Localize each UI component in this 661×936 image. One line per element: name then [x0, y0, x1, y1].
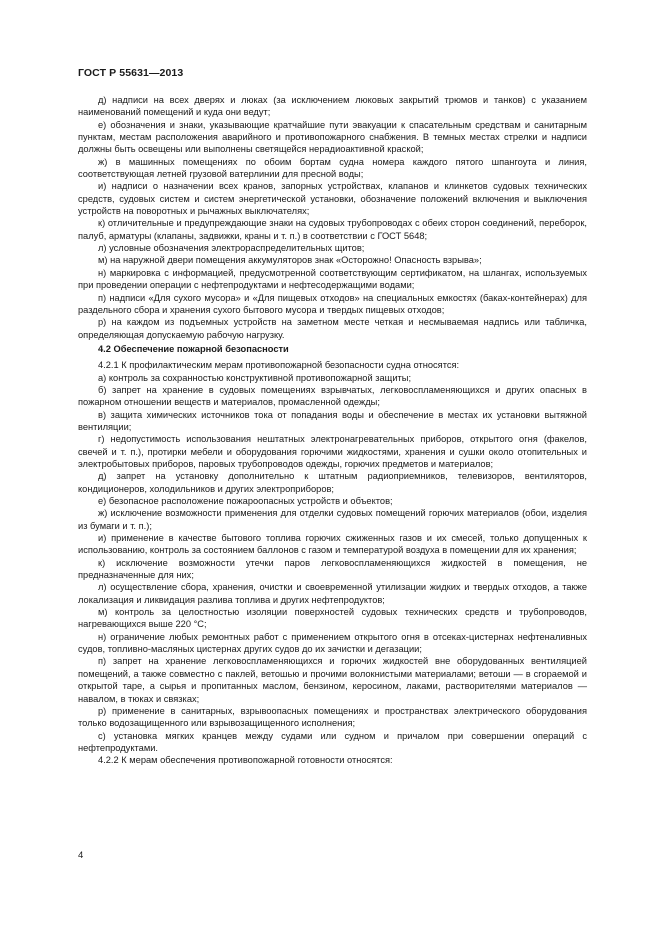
- paragraph-k: к) отличительные и предупреждающие знаки на судовых трубопроводах с обеих сторон соединений, переборок, палуб, арматуры (клапаны, задвижки, краны и т. п.) в соответствии с ГОСТ 5648;: [78, 218, 587, 241]
- item-a: а) контроль за сохранностью конструктивной противопожарной защиты;: [98, 372, 412, 383]
- paragraph-e: е) обозначения и знаки, указывающие кратчайшие пути эвакуации к спасательным средствам и санитарным пунктам, местам расположения аварийного и противопожарного снабжения. В темных местах стрелки и надписи должны быть освещены или выполнены светящейся нерадиоактивной краской;: [78, 119, 587, 155]
- item-d: д) запрет на установку дополнительно к штатным радиоприемников, телевизоров, вентиляторов, кондиционеров, холодильников и других электроприборов;: [78, 471, 587, 494]
- clause-4-2-1: 4.2.1 К профилактическим мерам противопожарной безопасности судна относятся:: [98, 360, 460, 371]
- item-e: е) безопасное расположение пожароопасных устройств и объектов;: [98, 496, 393, 506]
- item-zh: ж) исключение возможности применения для отделки судовых помещений горючих материалов (обои, изделия из бумаги и т. п.);: [78, 508, 587, 531]
- paragraph-m: м) на наружной двери помещения аккумуляторов знак «Осторожно! Опасность взрыва»;: [98, 255, 482, 266]
- paragraph-i: и) надписи о назначении всех кранов, запорных устройствах, клапанов и клинкетов судовых технических средств, судовых систем и систем энергетической установки, обозначение положений включения и выключения устройств на поворотных и рычажных выключателях;: [78, 181, 587, 217]
- item-r: р) применение в санитарных, взрывоопасных помещениях и пространствах электрического оборудования только водозащищенного или взрывозащищенного исполнения;: [78, 705, 587, 729]
- paragraph-p: п) надписи «Для сухого мусора» и «Для пищевых отходов» на специальных емкостях (баках-контейнерах) для раздельного сбора и хранения сухого бытового мусора и твердых пищевых отходов;: [78, 292, 587, 315]
- item-k: к) исключение возможности утечки паров легковоспламеняющихся жидкостей в помещения, не предназначенные для них;: [78, 557, 587, 581]
- item-m: м) контроль за целостностью изоляции поверхностей судовых технических средств и трубопроводов, нагревающихся выше 220 °С;: [78, 607, 587, 630]
- paragraph-r: р) на каждом из подъемных устройств на заметном месте четкая и несмываемая надпись или табличка, определяющая допускаемую рабочую нагрузку.: [78, 317, 587, 340]
- item-l: л) осуществление сбора, хранения, очистки и своевременной утилизации жидких и твердых отходов, а также локализация и ликвидация разлива топлива и других нефтепродуктов;: [78, 582, 587, 605]
- paragraph-zh: ж) в машинных помещениях по обоим бортам судна номера каждого пятого шпангоута и линия, соответствующая летней грузовой ватерлинии для пресной воды;: [78, 156, 587, 180]
- item-n: н) ограничение любых ремонтных работ с применением открытого огня в отсеках-цистернах нефтеналивных судов, топливно-масляных цистернах других судов до их зачистки и дегазации;: [78, 631, 587, 655]
- item-v: в) защита химических источников тока от попадания воды и обеспечение в местах их установки вытяжной вентиляции;: [78, 409, 587, 432]
- document-header: ГОСТ Р 55631—2013: [78, 67, 184, 79]
- paragraph-d: д) надписи на всех дверях и люках (за исключением люковых закрытий трюмов и танков) с указанием наименований помещений и куда они ведут;: [78, 95, 587, 118]
- item-s: с) установка мягких кранцев между судами или судном и причалом при совершении операций с нефтепродуктами.: [78, 730, 587, 753]
- paragraph-l: л) условные обозначения электрораспределительных щитов;: [98, 243, 365, 254]
- paragraph-n: н) маркировка с информацией, предусмотренной соответствующим сертификатом, на шлангах, используемых при проведении операции с нефтепродуктами и нефтесодержащими водами;: [78, 267, 587, 291]
- item-b: б) запрет на хранение в судовых помещениях взрывчатых, легковоспламеняющихся и других опасных в пожарном отношении веществ и материалов, промасленной одежды;: [78, 384, 587, 408]
- page-number: 4: [78, 850, 84, 861]
- section-heading-4-2: 4.2 Обеспечение пожарной безопасности: [98, 343, 289, 354]
- item-p: п) запрет на хранение легковоспламеняющихся и горючих жидкостей вне оборудованных вентиляцией помещений, а также совместно с паклей, ветошью и прочими волокнистыми материалами; ветоши — в сгораемой и открытой таре, а сырья и пропитанных маслом, бензином, керосином, лаками, растворителями материалов — навалом, в тюках и связках;: [78, 656, 587, 704]
- item-i: и) применение в качестве бытового топлива горючих сжиженных газов и их смесей, только допущенных к использованию, контроль за состоянием баллонов с газом и температурой воздуха в помещении для их хранения;: [78, 533, 587, 556]
- document-body: [78, 94, 587, 767]
- clause-4-2-2: 4.2.2 К мерам обеспечения противопожарной готовности относятся:: [98, 755, 393, 766]
- item-g: г) недопустимость использования нештатных электронагревательных приборов, открытого огня (факелов, свечей и т. п.), протирки мебели и оборудования горючими жидкостями, хранения и сушки около отопительных и электробытовых приборов, паровых трубопроводов одежды, горючих предметов и материалов;: [78, 434, 587, 469]
